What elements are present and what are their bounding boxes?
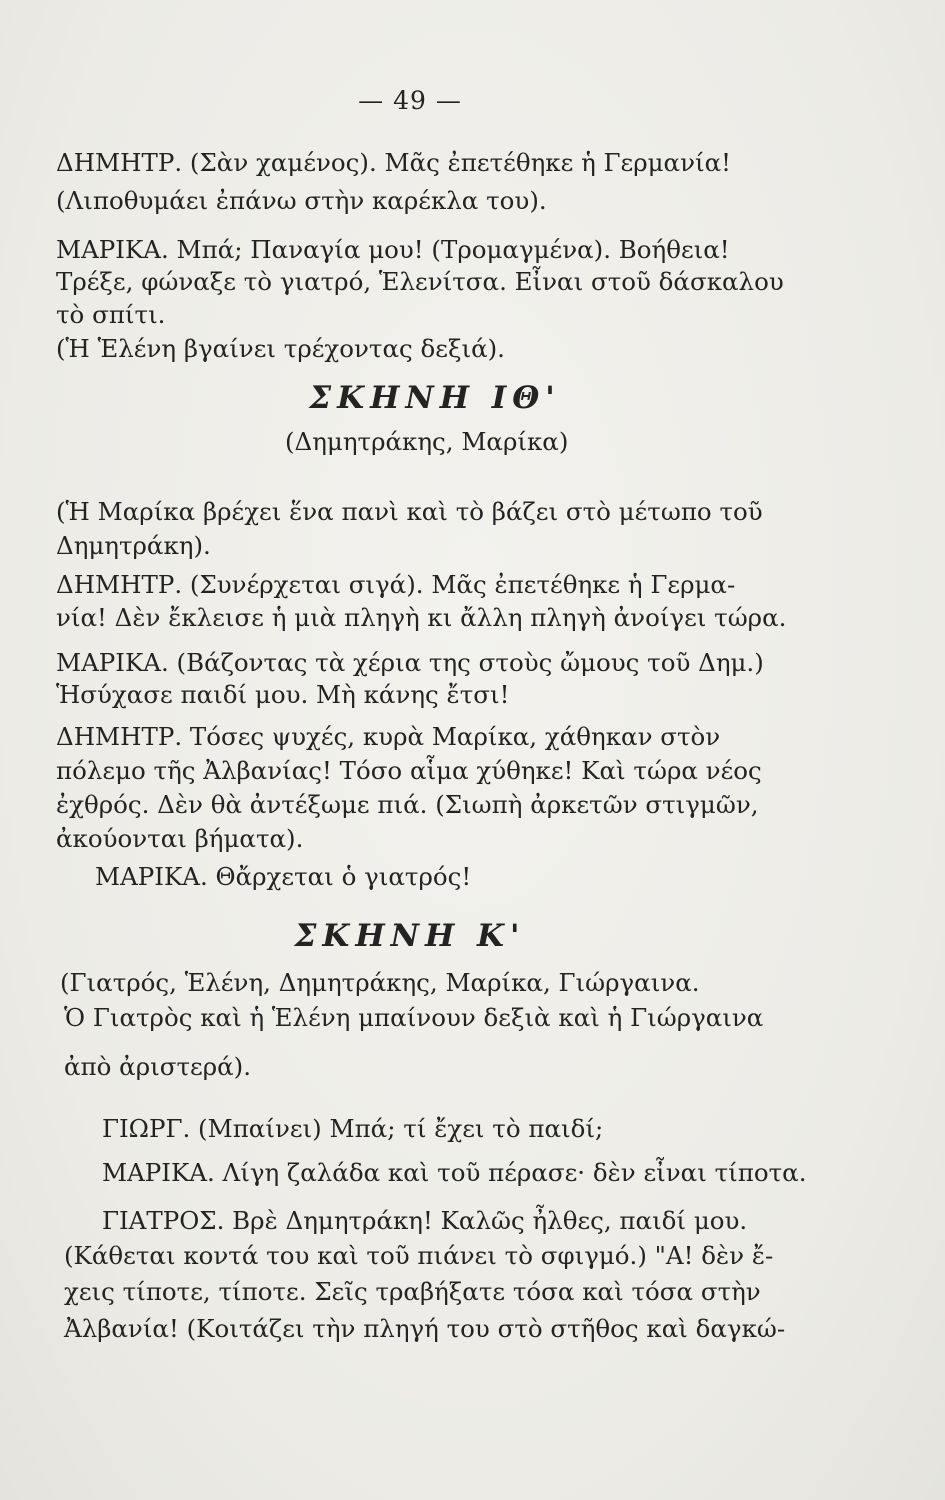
text-line: Δημητράκη). <box>56 531 211 560</box>
text-line: ἀκούονται βήματα). <box>56 824 304 853</box>
text-line: ΔΗΜΗΤΡ. (Συνέρχεται σιγά). Μᾶς ἐπετέθηκε ἡ Γερμα- <box>56 570 736 599</box>
text-line: Ἀλβανία! (Κοιτάζει τὴν πληγή του στὸ στῆθος καὶ δαγκώ- <box>64 1314 786 1343</box>
text-line: (Ἡ Ἑλένη βγαίνει τρέχοντας δεξιά). <box>56 334 505 363</box>
text-line: ΔΗΜΗΤΡ. (Σὰν χαμένος). Μᾶς ἐπετέθηκε ἡ Γερμανία! <box>56 148 731 177</box>
text-line: ΓΙΑΤΡΟΣ. Βρὲ Δημητράκη! Καλῶς ἦλθες, παιδί μου. <box>102 1206 748 1235</box>
text-line: Ἡσύχασε παιδί μου. Μὴ κάνης ἔτσι! <box>56 680 510 709</box>
text-line: ΔΗΜΗΤΡ. Τόσες ψυχές, κυρὰ Μαρίκα, χάθηκαν στὸν <box>56 722 721 751</box>
text-line: ΜΑΡΙΚΑ. Μπά; Παναγία μου! (Τρομαγμένα). Βοήθεια! <box>56 235 730 264</box>
text-line: Τρέξε, φώναξε τὸ γιατρό, Ἑλενίτσα. Εἶναι στοῦ δάσκαλου <box>56 267 784 296</box>
text-line: (Γιατρός, Ἑλένη, Δημητράκης, Μαρίκα, Γιώργαινα. <box>60 968 700 997</box>
text-line: ΜΑΡΙΚΑ. Θἄρχεται ὁ γιατρός! <box>95 862 472 891</box>
text-line: ΓΙΩΡΓ. (Μπαίνει) Μπά; τί ἔχει τὸ παιδί; <box>102 1114 604 1143</box>
text-line: ἐχθρός. Δὲν θὰ ἀντέξωμε πιά. (Σιωπὴ ἀρκετῶν στιγμῶν, <box>56 790 759 819</box>
text-line: ἀπὸ ἀριστερά). <box>64 1052 252 1081</box>
scene-heading: ΣΚΗΝΗ ΙΘ' <box>309 380 561 416</box>
text-line: τὸ σπίτι. <box>56 300 166 329</box>
scene-heading: ΣΚΗΝΗ Κ' <box>294 918 526 954</box>
text-line: ΜΑΡΙΚΑ. Λίγη ζαλάδα καὶ τοῦ πέρασε· δὲν εἶναι τίποτα. <box>102 1158 807 1187</box>
text-line: (Ἡ Μαρίκα βρέχει ἕνα πανὶ καὶ τὸ βάζει στὸ μέτωπο τοῦ <box>56 497 763 526</box>
text-line: πόλεμο τῆς Ἀλβανίας! Τόσο αἷμα χύθηκε! Καὶ τώρα νέος <box>56 756 762 785</box>
text-line: (Κάθεται κοντά του καὶ τοῦ πιάνει τὸ σφιγμό.) "Α! δὲν ἔ- <box>64 1241 774 1270</box>
scene-cast: (Δημητράκης, Μαρίκα) <box>285 427 569 456</box>
text-line: (Λιποθυμάει ἐπάνω στὴν καρέκλα του). <box>56 186 547 215</box>
page-number: — 49 — <box>358 86 462 115</box>
text-line: ΜΑΡΙΚΑ. (Βάζοντας τὰ χέρια της στοὺς ὤμους τοῦ Δημ.) <box>56 648 764 677</box>
text-line: χεις τίποτε, τίποτε. Σεῖς τραβήξατε τόσα καὶ τόσα στὴν <box>64 1277 761 1306</box>
text-line: νία! Δὲν ἔκλεισε ἡ μιὰ πληγὴ κι ἄλλη πληγὴ ἀνοίγει τώρα. <box>56 603 787 632</box>
text-line: Ὁ Γιατρὸς καὶ ἡ Ἑλένη μπαίνουν δεξιὰ καὶ ἡ Γιώργαινα <box>64 1003 764 1032</box>
